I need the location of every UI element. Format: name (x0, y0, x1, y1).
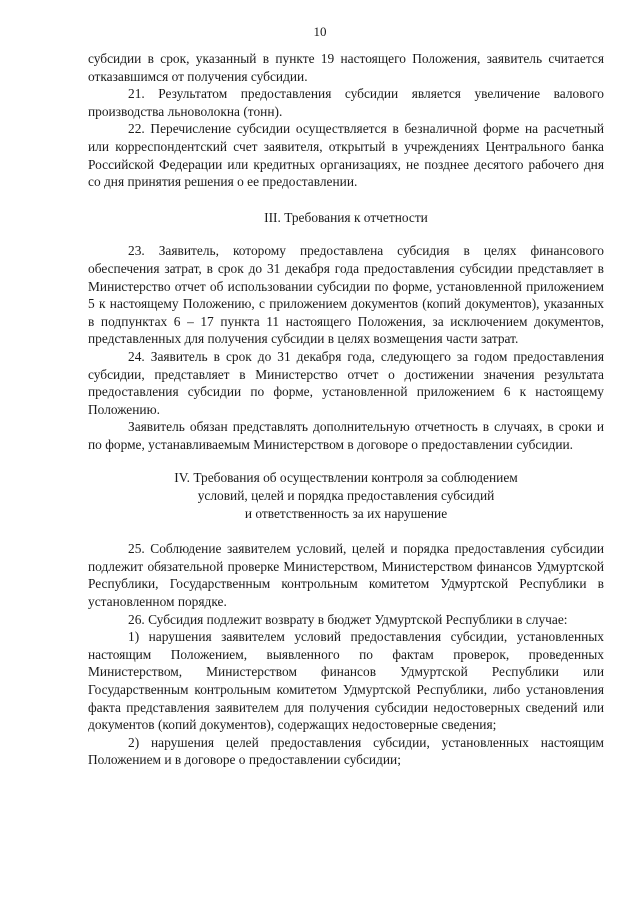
paragraph-26: 26. Субсидия подлежит возврату в бюджет Удмуртской Республики в случае: (128, 611, 568, 627)
paragraph-22: 22. Перечисление субсидии осуществляется в безналичной форме на расчетный или корреспондентский счет заявителя, открытый в учреждениях Центрального банка Российской Федерации или кредитных организациях, не позднее десятого рабочего дня со дня принятия решения о ее предоставлении. (88, 121, 604, 190)
paragraph-26-item-2: 2) нарушения целей предоставления субсидии, установленных настоящим Положением и в договоре о предоставлении субсидии; (88, 734, 604, 768)
page-number: 10 (313, 24, 327, 39)
paragraph-24-additional: Заявитель обязан представлять дополнительную отчетность в случаях, в сроки и по форме, устанавливаемым Министерством в договоре о предоставлении субсидии. (88, 419, 604, 452)
section-4-heading-line-3: и ответственность за их нарушение (244, 505, 448, 521)
paragraph-21: 21. Результатом предоставления субсидии является увеличение валового производства льноволокна (тонн). (88, 86, 604, 119)
paragraph-24: 24. Заявитель в срок до 31 декабря года, следующего за годом предоставления субсидии, представляет в Министерство отчет о достижении значения результата предоставления субсидии по форме, установленной приложением 6 к настоящему Положению. (88, 348, 604, 417)
section-4-heading (88, 469, 604, 522)
paragraph-25: 25. Соблюдение заявителем условий, целей и порядка предоставления субсидии подлежит обязательной проверке Министерством, Министерством финансов Удмуртской Республики, Государственным контрольным комитетом Удмуртской Республики в установленном порядке. (88, 541, 604, 610)
document-body (88, 50, 604, 769)
paragraph-20-tail: субсидии в срок, указанный в пункте 19 настоящего Положения, заявитель считается отказавшимся от получения субсидии. (88, 51, 604, 84)
paragraph-23: 23. Заявитель, которому предоставлена субсидия в целях финансового обеспечения затрат, в срок до 31 декабря года предоставления субсидии представляет в Министерство отчет об использовании субсидии по форме, установленной приложением 5 к настоящему Положению, с приложением документов (копий документов), указанных в подпунктах 6 – 17 пункта 11 настоящего Положения, за исключением документов, представленных для получения субсидии в целях возмещения части затрат. (88, 243, 604, 347)
section-4-heading-line-2: условий, целей и порядка предоставления субсидий (197, 488, 495, 504)
section-3-heading: III. Требования к отчетности (264, 209, 428, 225)
paragraph-26-item-1: 1) нарушения заявителем условий предоставления субсидии, установленных настоящим Положением, выявленного по фактам проверок, проведенных Министерством, Министерством финансов Удмуртской Республики или Государственным контрольным комитетом Удмуртской Республики, либо установления факта представления заявителем для получения субсидии недостоверных сведений или документов (копий документов), содержащих недостоверные сведения; (88, 629, 604, 733)
section-4-heading-line-1: IV. Требования об осуществлении контроля за соблюдением (174, 470, 518, 486)
